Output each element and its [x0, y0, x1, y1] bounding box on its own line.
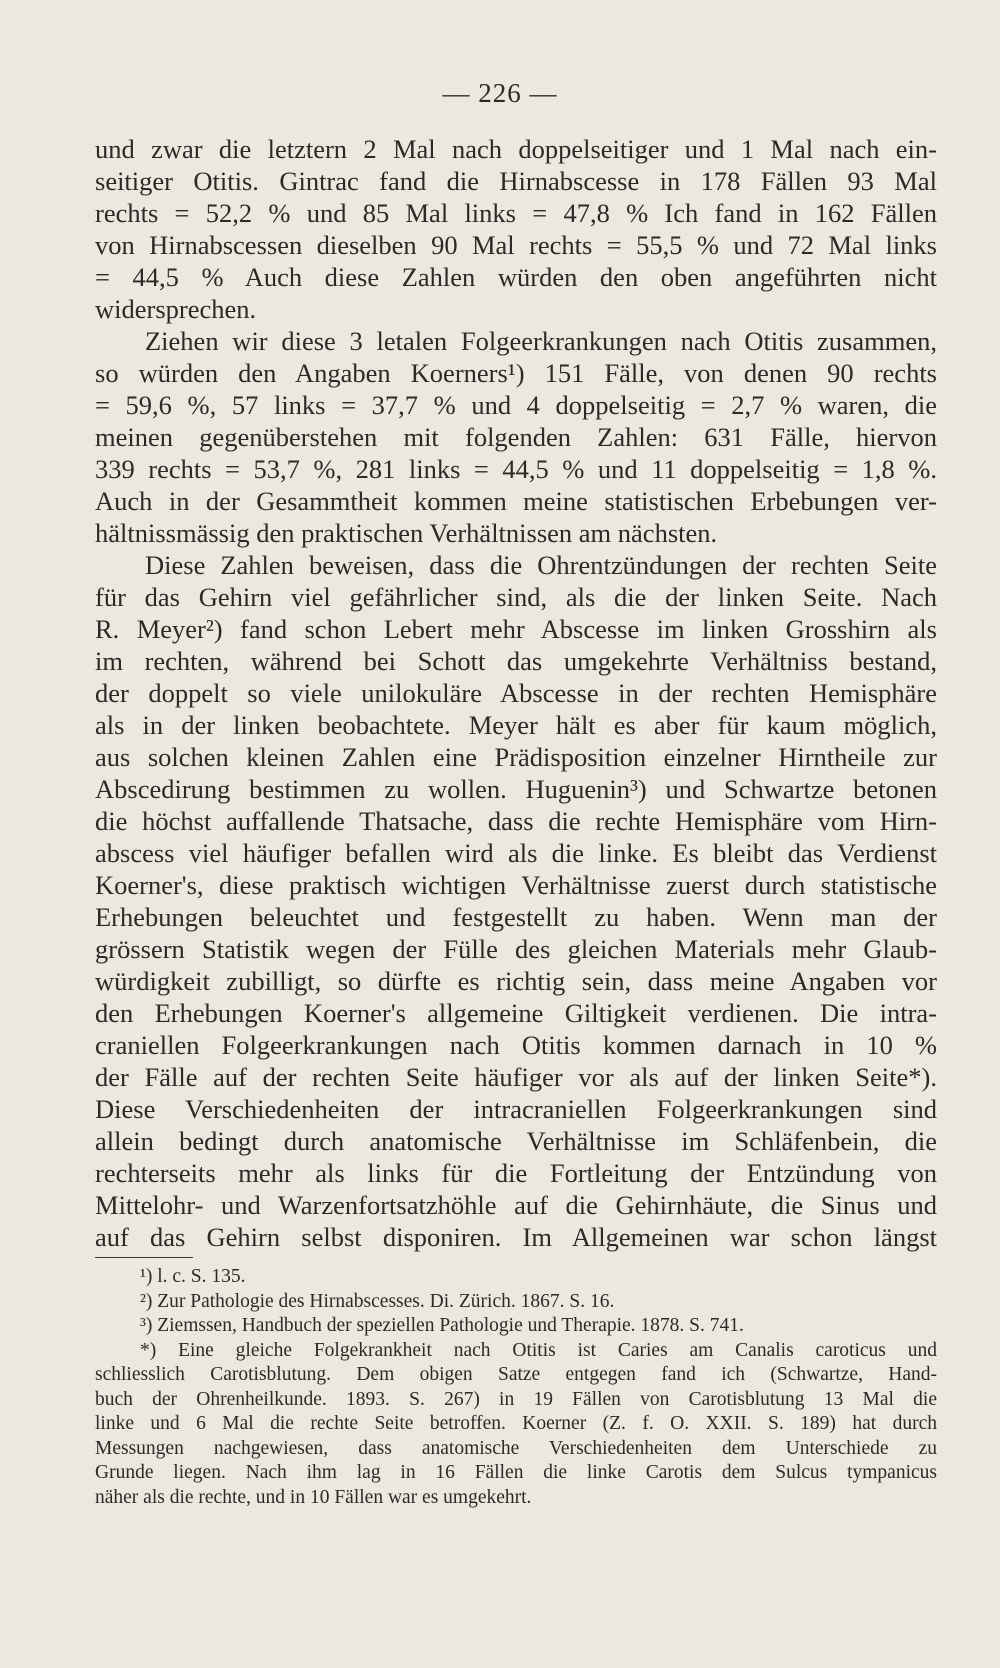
- text-line: craniellen Folgeerkrankungen nach Otitis kommen darnach in 10 %: [95, 1030, 937, 1060]
- body-text: [95, 133, 937, 1253]
- text-line: und zwar die letztern 2 Mal nach doppelseitiger und 1 Mal nach ein-: [95, 134, 937, 164]
- footnote-line: Grunde liegen. Nach ihm lag in 16 Fällen die linke Carotis dem Sulcus tympanicus: [95, 1462, 937, 1483]
- footnote-line: *) Eine gleiche Folgekrankheit nach Otitis ist Caries am Canalis caroticus und: [140, 1339, 937, 1361]
- footnote-line: ³) Ziemssen, Handbuch der speziellen Pathologie und Therapie. 1878. S. 741.: [140, 1315, 744, 1336]
- text-line: auf das Gehirn selbst disponiren. Im Allgemeinen war schon längst: [95, 1222, 937, 1252]
- text-line: von Hirnabscessen dieselben 90 Mal rechts = 55,5 % und 72 Mal links: [95, 230, 937, 260]
- footnotes: [95, 1265, 937, 1510]
- text-line: als in der linken beobachtete. Meyer hält es aber für kaum möglich,: [95, 710, 937, 740]
- text-line: der Fälle auf der rechten Seite häufiger vor als auf der linken Seite*).: [95, 1062, 937, 1092]
- text-line: = 44,5 % Auch diese Zahlen würden den oben angeführten nicht: [95, 262, 937, 292]
- text-line: für das Gehirn viel gefährlicher sind, als die der linken Seite. Nach: [95, 582, 937, 612]
- text-line: abscess viel häufiger befallen wird als die linke. Es bleibt das Verdienst: [95, 838, 937, 868]
- text-line: den Erhebungen Koerner's allgemeine Giltigkeit verdienen. Die intra-: [95, 998, 937, 1028]
- text-line: Ziehen wir diese 3 letalen Folgeerkrankungen nach Otitis zusammen,: [145, 326, 937, 356]
- text-line: meinen gegenüberstehen mit folgenden Zahlen: 631 Fälle, hiervon: [95, 422, 937, 452]
- text-line: Koerner's, diese praktisch wichtigen Verhältnisse zuerst durch statistische: [95, 870, 937, 900]
- text-line: rechterseits mehr als links für die Fortleitung der Entzündung von: [95, 1158, 937, 1188]
- text-line: Abscedirung bestimmen zu wollen. Huguenin³) und Schwartze betonen: [95, 774, 937, 804]
- text-line: Mittelohr- und Warzenfortsatzhöhle auf die Gehirnhäute, die Sinus und: [95, 1190, 937, 1220]
- footnote-line: näher als die rechte, und in 10 Fällen war es umgekehrt.: [95, 1486, 532, 1508]
- text-line: widersprechen.: [95, 294, 257, 324]
- text-line: würdigkeit zubilligt, so dürfte es richtig sein, dass meine Angaben vor: [95, 966, 937, 996]
- footnote-line: ²) Zur Pathologie des Hirnabscesses. Di. Zürich. 1867. S. 16.: [140, 1290, 615, 1312]
- text-line: R. Meyer²) fand schon Lebert mehr Abscesse im linken Grosshirn als: [95, 614, 937, 644]
- text-line: so würden den Angaben Koerners¹) 151 Fälle, von denen 90 rechts: [95, 358, 937, 388]
- footnote-line: linke und 6 Mal die rechte Seite betroffen. Koerner (Z. f. O. XXII. S. 189) hat durch: [95, 1413, 937, 1434]
- text-line: der doppelt so viele unilokuläre Abscesse in der rechten Hemisphäre: [95, 678, 937, 708]
- text-line: rechts = 52,2 % und 85 Mal links = 47,8 % Ich fand in 162 Fällen: [95, 198, 937, 228]
- text-line: seitiger Otitis. Gintrac fand die Hirnabscesse in 178 Fällen 93 Mal: [95, 166, 937, 196]
- footnote-line: Messungen nachgewiesen, dass anatomische Verschiedenheiten dem Unterschiede zu: [95, 1437, 937, 1459]
- footnote-separator: [95, 1257, 193, 1258]
- page-number: — 226 —: [442, 78, 558, 108]
- text-line: Diese Verschiedenheiten der intracraniellen Folgeerkrankungen sind: [95, 1094, 937, 1124]
- text-line: Diese Zahlen beweisen, dass die Ohrentzündungen der rechten Seite: [145, 550, 937, 580]
- text-line: im rechten, während bei Schott das umgekehrte Verhältniss bestand,: [95, 646, 937, 676]
- text-line: die höchst auffallende Thatsache, dass die rechte Hemisphäre vom Hirn-: [95, 806, 937, 836]
- footnote-line: buch der Ohrenheilkunde. 1893. S. 267) in 19 Fällen von Carotisblutung 13 Mal die: [95, 1388, 937, 1410]
- text-line: grössern Statistik wegen der Fülle des gleichen Materials mehr Glaub-: [95, 934, 937, 964]
- text-line: hältnissmässig den praktischen Verhältnissen am nächsten.: [95, 518, 718, 548]
- text-line: 339 rechts = 53,7 %, 281 links = 44,5 % und 11 doppelseitig = 1,8 %.: [95, 454, 937, 484]
- text-line: aus solchen kleinen Zahlen eine Prädisposition einzelner Hirntheile zur: [95, 742, 937, 772]
- text-line: Erhebungen beleuchtet und festgestellt zu haben. Wenn man der: [95, 902, 937, 932]
- footnote-line: schliesslich Carotisblutung. Dem obigen Satze entgegen fand ich (Schwartze, Hand-: [95, 1364, 937, 1385]
- text-line: allein bedingt durch anatomische Verhältnisse im Schläfenbein, die: [95, 1126, 937, 1156]
- footnote-line: ¹) l. c. S. 135.: [140, 1266, 246, 1287]
- text-line: Auch in der Gesammtheit kommen meine statistischen Erbebungen ver-: [95, 486, 937, 516]
- text-line: = 59,6 %, 57 links = 37,7 % und 4 doppelseitig = 2,7 % waren, die: [95, 390, 937, 420]
